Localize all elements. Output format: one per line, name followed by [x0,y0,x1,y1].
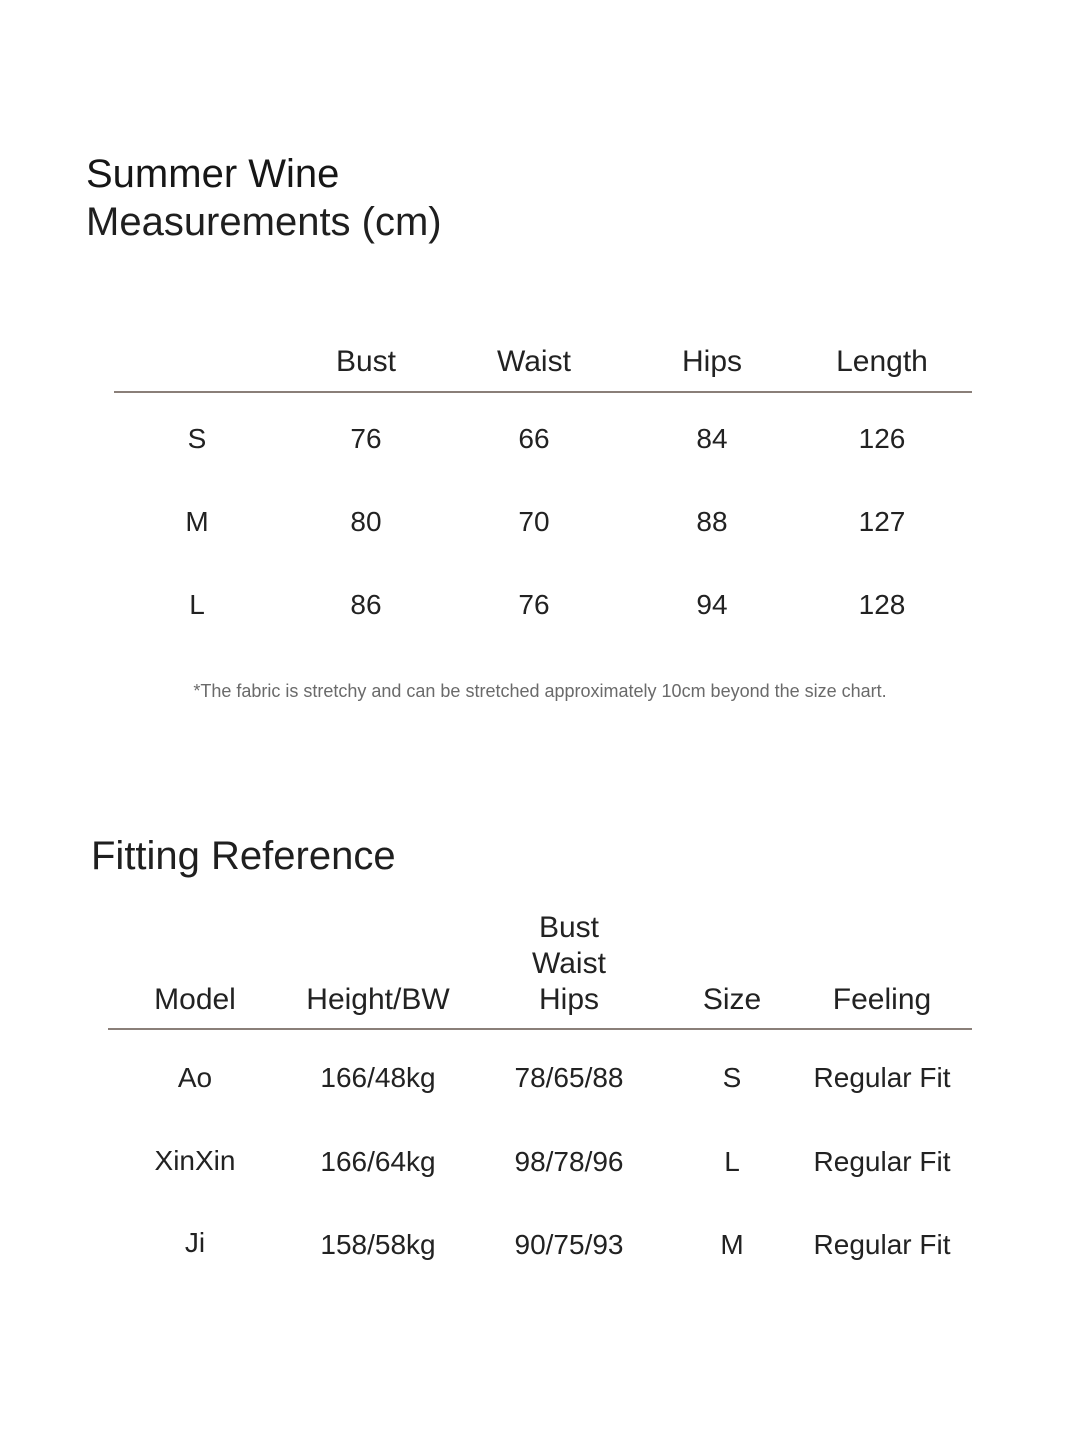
feeling-value: Regular Fit [813,1146,951,1177]
header-bust: Bust [335,345,397,378]
length-value: 126 [858,423,906,454]
hips-value: 94 [696,589,728,620]
header-model: Model [154,983,236,1016]
stretch-note: *The fabric is stretchy and can be stretched approximately 10cm beyond the size chart. [193,681,887,701]
size-value: L [724,1146,740,1177]
header-bust: Bust [538,911,600,944]
header-size: Size [702,983,762,1016]
size-value: M [720,1229,744,1260]
header-bust-waist-hips [494,910,644,1018]
header-waist: Waist [532,947,606,980]
size-value: S [722,1062,742,1093]
model-name: XinXin [154,1145,236,1176]
size-label: L [189,589,205,620]
waist-value: 66 [518,423,550,454]
bwh-value: 98/78/96 [514,1146,624,1177]
height-bw-value: 166/48kg [320,1062,436,1093]
hips-value: 84 [696,423,728,454]
waist-value: 76 [518,589,550,620]
measurements-header-rule [114,391,972,393]
header-hips: Hips [538,983,599,1016]
bwh-value: 78/65/88 [514,1062,624,1093]
model-name: Ao [177,1062,213,1093]
header-length: Length [836,345,928,378]
height-bw-value: 158/58kg [320,1229,436,1260]
header-height-bw: Height/BW [306,983,450,1016]
bust-value: 80 [350,506,382,537]
bust-value: 86 [350,589,382,620]
header-hips: Hips [681,345,742,378]
fitting-header-rule [108,1028,972,1030]
bust-value: 76 [350,423,382,454]
header-feeling: Feeling [832,983,932,1016]
fitting-reference-title: Fitting Reference [91,834,396,878]
length-value: 128 [858,589,906,620]
size-label: M [185,506,209,537]
measurements-subtitle: Measurements (cm) [86,200,442,244]
header-waist: Waist [497,345,571,378]
title-block [86,150,442,246]
hips-value: 88 [696,506,728,537]
height-bw-value: 166/64kg [320,1146,436,1177]
feeling-value: Regular Fit [813,1062,951,1093]
waist-value: 70 [518,506,550,537]
product-title: Summer Wine [86,152,340,196]
bwh-value: 90/75/93 [514,1229,624,1260]
length-value: 127 [858,506,906,537]
size-label: S [187,423,207,454]
model-name: Ji [184,1227,206,1258]
feeling-value: Regular Fit [813,1229,951,1260]
